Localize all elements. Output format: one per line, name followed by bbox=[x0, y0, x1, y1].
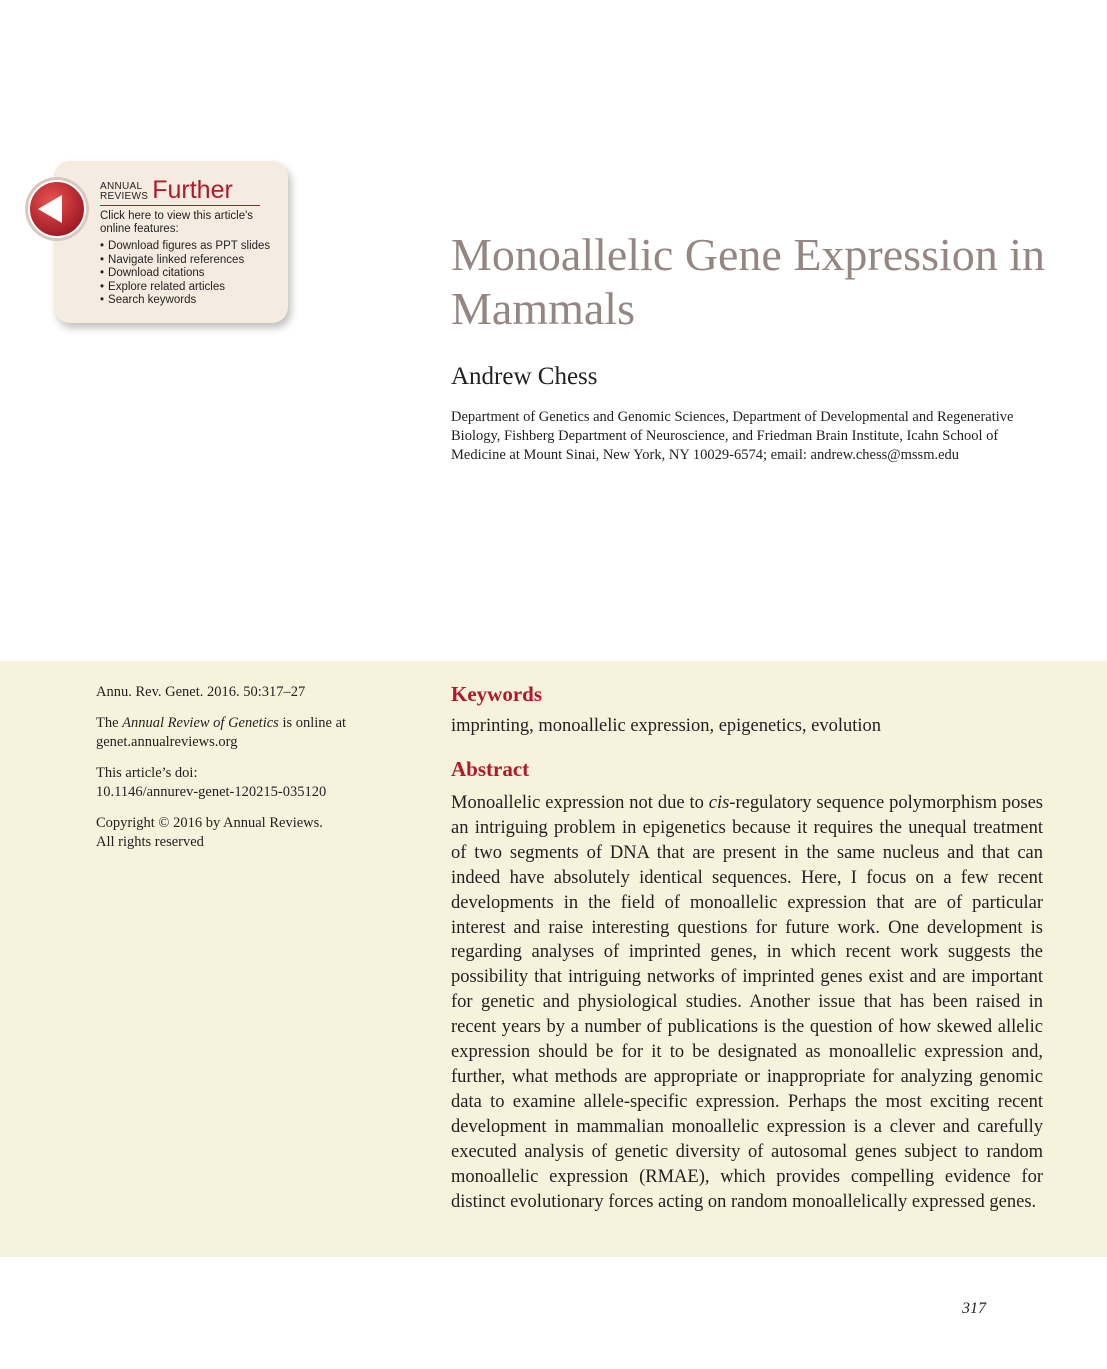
feature-navigate-references[interactable]: • Navigate linked references bbox=[100, 254, 285, 268]
rights: All rights reserved bbox=[96, 834, 204, 850]
brand-annual-reviews bbox=[100, 182, 148, 202]
keywords-heading: Keywords bbox=[451, 682, 542, 706]
click-here-text bbox=[100, 210, 285, 236]
article-author: Andrew Chess bbox=[451, 363, 598, 390]
feature-download-figures[interactable]: • Download figures as PPT slides bbox=[100, 240, 285, 254]
abstract-italic: cis bbox=[708, 793, 730, 813]
further-brand bbox=[100, 178, 285, 202]
feature-related-articles[interactable]: • Explore related articles bbox=[100, 281, 285, 295]
brand-annual: ANNUAL bbox=[100, 181, 143, 192]
page-number: 317 bbox=[962, 1300, 986, 1317]
brand-further: Further bbox=[152, 176, 233, 204]
back-arrow-icon[interactable] bbox=[24, 176, 90, 242]
doi-label: This article’s doi: bbox=[96, 764, 198, 781]
online-prefix: The bbox=[96, 714, 123, 731]
features-list bbox=[100, 240, 285, 308]
doi-value[interactable]: 10.1146/annurev-genet-120215-035120 bbox=[96, 784, 327, 800]
copyright-info bbox=[96, 814, 396, 853]
brand-reviews: REVIEWS bbox=[100, 191, 149, 202]
abstract-lead: Monoallelic expression not due to bbox=[451, 793, 709, 813]
article-title: Monoallelic Gene Expression in Mammals bbox=[451, 229, 1046, 334]
abstract-body: -regulatory sequence polymorphism poses an intriguing problem in epigenetics because it requires the unequal treatment of two segments of DNA that are present in the same nucleus and that can indeed have absolutely identical sequences. Here, I focus on a few recent developments in the field of monoallelic expression that are of particular interest and raise interesting questions for future work. One development is regarding analyses of imprinted genes, in which recent work suggests the possibility that intriguing networks of imprinted genes exist and are important for genetic and physiological studies. Another issue that has been raised in recent years by a number of publications is the question of how skewed allelic expression should be for it to be designated as monoallelic expression and, further, what methods are appropriate or inappropriate for analyzing genomic data to examine allele-specific expression. Perhaps the most exciting recent development in mammalian monoallelic expression is a clever and carefully executed analysis of genetic diversity of autosomal genes subject to random monoallelic expression (RMAE), which provides compelling evidence for distinct evolutionary forces acting on random monoallelically expressed genes. bbox=[451, 793, 1043, 1212]
author-affiliation: Department of Genetics and Genomic Sciences, Department of Developmental and Regenerative Biology, Fishberg Department of Neuroscience, and Friedman Brain Institute, Icahn School of Medicine at Mount Sinai, New York, NY 10029-6574; email: andrew.chess@mssm.edu bbox=[451, 409, 1014, 463]
copyright: Copyright © 2016 by Annual Reviews. bbox=[96, 814, 323, 831]
doi-info bbox=[96, 764, 396, 803]
journal-name: Annual Review of Genetics bbox=[122, 714, 279, 731]
brand-divider bbox=[100, 205, 260, 206]
article-sidebar bbox=[96, 683, 396, 864]
click-here-link[interactable]: Click here bbox=[100, 210, 152, 222]
abstract-heading: Abstract bbox=[451, 757, 530, 781]
feature-download-citations[interactable]: • Download citations bbox=[100, 267, 285, 281]
keywords-text: imprinting, monoallelic expression, epigenetics, evolution bbox=[451, 716, 882, 736]
feature-search-keywords[interactable]: • Search keywords bbox=[100, 294, 285, 308]
click-here-rest: to view this article's online features: bbox=[100, 210, 254, 235]
online-suffix: is online at genet.annualreviews.org bbox=[96, 714, 347, 750]
abstract-text bbox=[451, 791, 1043, 1214]
further-content bbox=[100, 178, 285, 308]
citation: Annu. Rev. Genet. 2016. 50:317–27 bbox=[96, 684, 306, 700]
online-info bbox=[96, 714, 396, 753]
